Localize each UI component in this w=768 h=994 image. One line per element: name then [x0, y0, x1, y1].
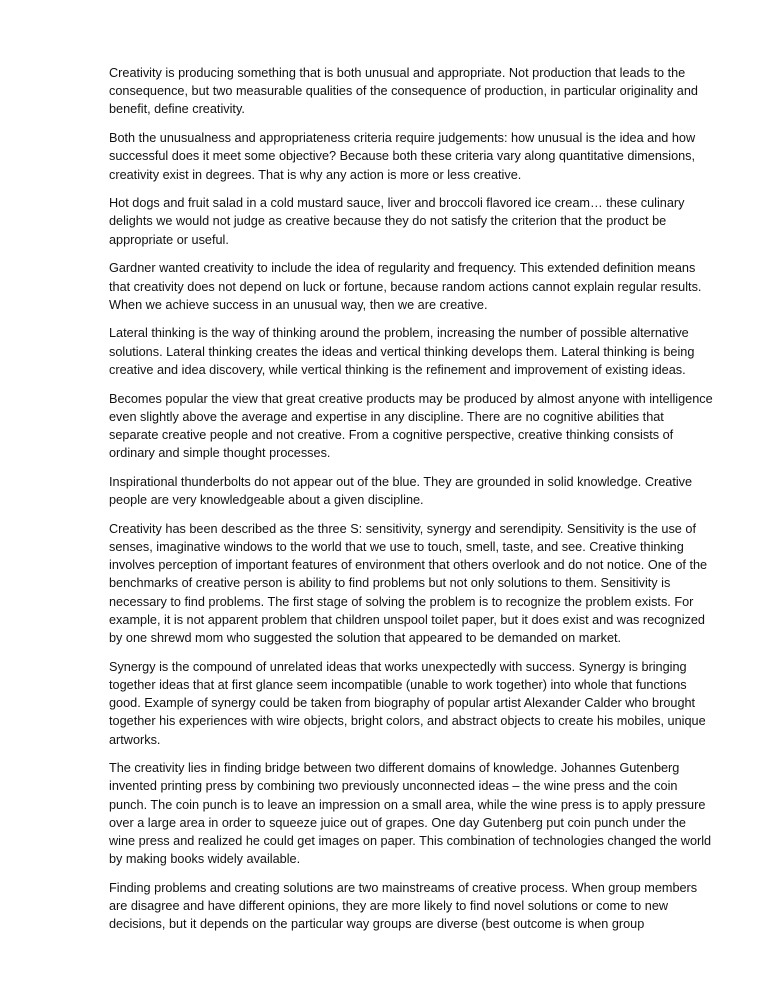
paragraph-creativity-definition: Creativity is producing something that is both unusual and appropriate. Not production that leads to the consequence, but two measurable qualities of the consequence of production, in particular originality and benefit, define creativity.	[109, 66, 698, 117]
paragraph-gutenberg-bridge: The creativity lies in finding bridge between two different domains of knowledge. Johannes Gutenberg invented printing press by combining two previously unconnected ideas – the wine press and the coin punch. The coin punch is to leave an impression on a small area, while the wine press is to apply pressure over a large area in order to squeeze juice out of grapes. One day Gutenberg put coin punch under the wine press and realized he could get images on paper. This combination of technologies changed the world by making books widely available.	[109, 761, 712, 867]
paragraph-gardner-regularity: Gardner wanted creativity to include the idea of regularity and frequency. This extended definition means that creativity does not depend on luck or fortune, because random actions cannot explain regular results. When we achieve success in an unusual way, then we are creative.	[109, 261, 702, 312]
paragraph-cognitive-perspective: Becomes popular the view that great creative products may be produced by almost anyone with intelligence even slightly above the average and expertise in any discipline. There are no cognitive abilities that separate creative people and not creative. From a cognitive perspective, creative thinking consists of ordinary and simple thought processes.	[109, 391, 713, 461]
paragraph-inspirational-thunderbolts: Inspirational thunderbolts do not appear out of the blue. They are grounded in solid knowledge. Creative people are very knowledgeable about a given discipline.	[109, 474, 693, 508]
paragraph-three-s-sensitivity: Creativity has been described as the three S: sensitivity, synergy and serendipity. Sensitivity is the use of senses, imaginative windows to the world that we use to touch, smell, taste, and see. Creative thinking involves perception of important features of environment that others overlook and do not notice. One of the benchmarks of creative person is ability to find problems but not only solutions to them. Sensitivity is necessary to find problems. The first stage of solving the problem is to recognize the problem exists. For example, it is not apparent problem that children unspool toilet paper, but it does exist and was recognized by one shrewd mom who suggested the solution that appeared to be demanded on market.	[109, 521, 708, 645]
paragraph-lateral-thinking: Lateral thinking is the way of thinking around the problem, increasing the number of possible alternative solutions. Lateral thinking creates the ideas and vertical thinking develops them. Lateral thinking is being creative and idea discovery, while vertical thinking is the refinement and improvement of existing ideas.	[109, 326, 695, 377]
paragraph-finding-problems: Finding problems and creating solutions are two mainstreams of creative process. When group members are disagree and have different opinions, they are more likely to find novel solutions or come to new decisions, but it depends on the particular way groups are diverse (best outcome is when group	[109, 880, 698, 932]
paragraph-synergy: Synergy is the compound of unrelated ideas that works unexpectedly with success. Synergy is bringing together ideas that at first glance seem incompatible (unable to work together) into whole that functions good. Example of synergy could be taken from biography of popular artist Alexander Calder who brought together his experiences with wire objects, bright colors, and abstract objects to create his mobiles, unique artworks.	[109, 659, 706, 747]
paragraph-criteria-judgements: Both the unusualness and appropriateness criteria require judgements: how unusual is the idea and how successful does it meet some objective? Because both these criteria vary along quantitative dimensions, creativity exist in degrees. That is why any action is more or less creative.	[109, 131, 696, 182]
document-body	[109, 64, 715, 944]
paragraph-culinary-example: Hot dogs and fruit salad in a cold mustard sauce, liver and broccoli flavored ice cream… these culinary delights we would not judge as creative because they do not satisfy the criterion that the product be appropriate or useful.	[109, 196, 685, 247]
